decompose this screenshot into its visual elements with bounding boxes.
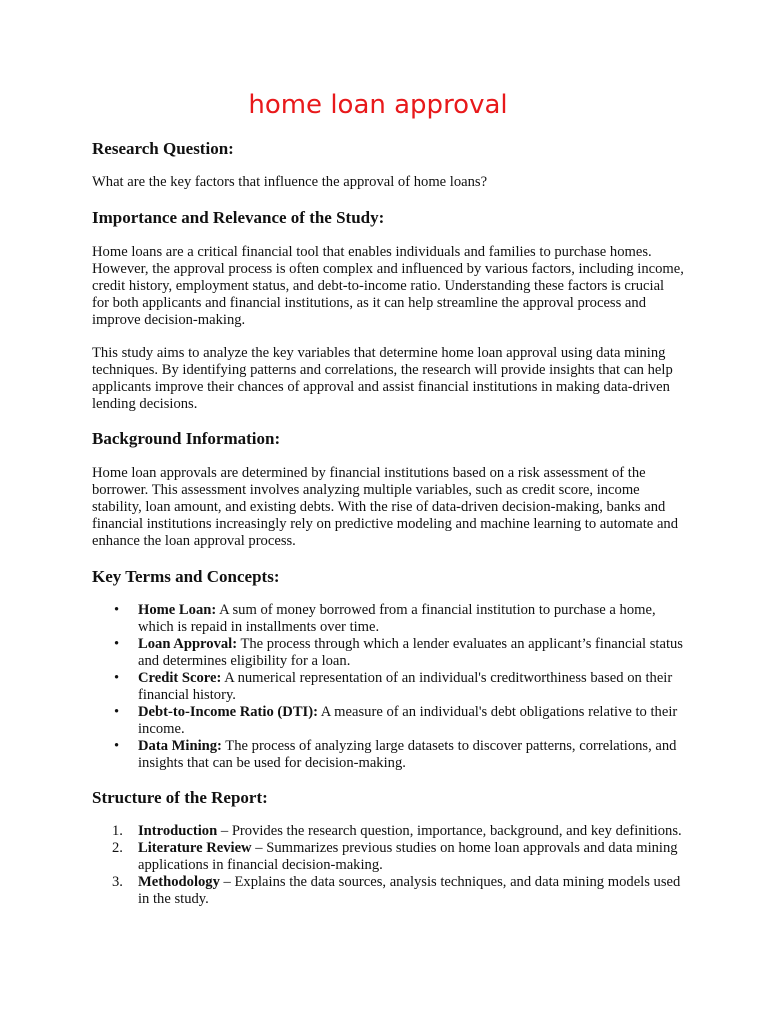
- list-item: [92, 840, 686, 874]
- list-item: [92, 738, 686, 772]
- heading-structure: Structure of the Report:: [92, 788, 268, 807]
- list-number: 2.: [112, 840, 123, 856]
- bullet-icon: •: [114, 670, 120, 686]
- term-label: Literature Review: [138, 840, 252, 856]
- term-label: Loan Approval:: [138, 636, 238, 652]
- term-definition: – Provides the research question, importance, background, and key definitions.: [217, 823, 682, 839]
- list-number: 1.: [112, 823, 123, 839]
- term-definition: A numerical representation of an individual's creditworthiness based on their financial history.: [138, 670, 673, 703]
- term-label: Methodology: [138, 874, 220, 890]
- term-definition: – Summarizes previous studies on home loan approvals and data mining applications in financial decision-making.: [138, 840, 678, 873]
- term-label: Introduction: [138, 823, 218, 839]
- paragraph-research-question: What are the key factors that influence the approval of home loans?: [92, 174, 488, 190]
- heading-research-question: Research Question:: [92, 139, 234, 158]
- document-title: home loan approval: [248, 90, 508, 120]
- list-item: [92, 602, 686, 636]
- term-definition: The process of analyzing large datasets to discover patterns, correlations, and insights that can be used for decision-making.: [138, 738, 677, 771]
- list-item: [92, 704, 686, 738]
- bullet-icon: •: [114, 738, 120, 754]
- term-definition: The process through which a lender evaluates an applicant’s financial status and determines eligibility for a loan.: [138, 636, 683, 669]
- term-definition: – Explains the data sources, analysis techniques, and data mining models used in the study.: [138, 874, 681, 907]
- list-item: [92, 670, 686, 704]
- list-number: 3.: [112, 874, 123, 890]
- key-terms-list: [92, 602, 684, 772]
- bullet-icon: •: [114, 636, 120, 652]
- paragraph-importance-1: Home loans are a critical financial tool that enables individuals and families to purchase homes. However, the approval process is often complex and influenced by various factors, including income, credit history, employment status, and debt-to-income ratio. Understanding these factors is crucial for both applicants and financial institutions, as it can help streamline the approval process and improve decision-making.: [92, 244, 684, 328]
- term-label: Credit Score:: [138, 670, 222, 686]
- paragraph-background: Home loan approvals are determined by financial institutions based on a risk assessment of the borrower. This assessment involves analyzing multiple variables, such as credit score, income stability, loan amount, and existing debts. With the rise of data-driven decision-making, banks and financial institutions increasingly rely on predictive modeling and machine learning to automate and enhance the loan approval process.: [92, 465, 679, 549]
- heading-importance: Importance and Relevance of the Study:: [92, 208, 385, 227]
- term-definition: A sum of money borrowed from a financial institution to purchase a home, which is repaid in installments over time.: [138, 602, 656, 635]
- bullet-icon: •: [114, 602, 120, 618]
- term-label: Data Mining:: [138, 738, 222, 754]
- bullet-icon: •: [114, 704, 120, 720]
- heading-key-terms: Key Terms and Concepts:: [92, 567, 280, 586]
- term-label: Home Loan:: [138, 602, 217, 618]
- term-definition: A measure of an individual's debt obligations relative to their income.: [138, 704, 678, 737]
- term-label: Debt-to-Income Ratio (DTI):: [138, 704, 318, 720]
- list-item: [92, 636, 686, 670]
- list-item: [92, 823, 686, 840]
- paragraph-importance-2: This study aims to analyze the key variables that determine home loan approval using data mining techniques. By identifying patterns and correlations, the research will provide insights that can help applicants improve their chances of approval and assist financial institutions in making data-driven lending decisions.: [92, 345, 673, 412]
- list-item: [92, 874, 686, 908]
- heading-background: Background Information:: [92, 429, 281, 448]
- report-structure-list: [92, 823, 684, 908]
